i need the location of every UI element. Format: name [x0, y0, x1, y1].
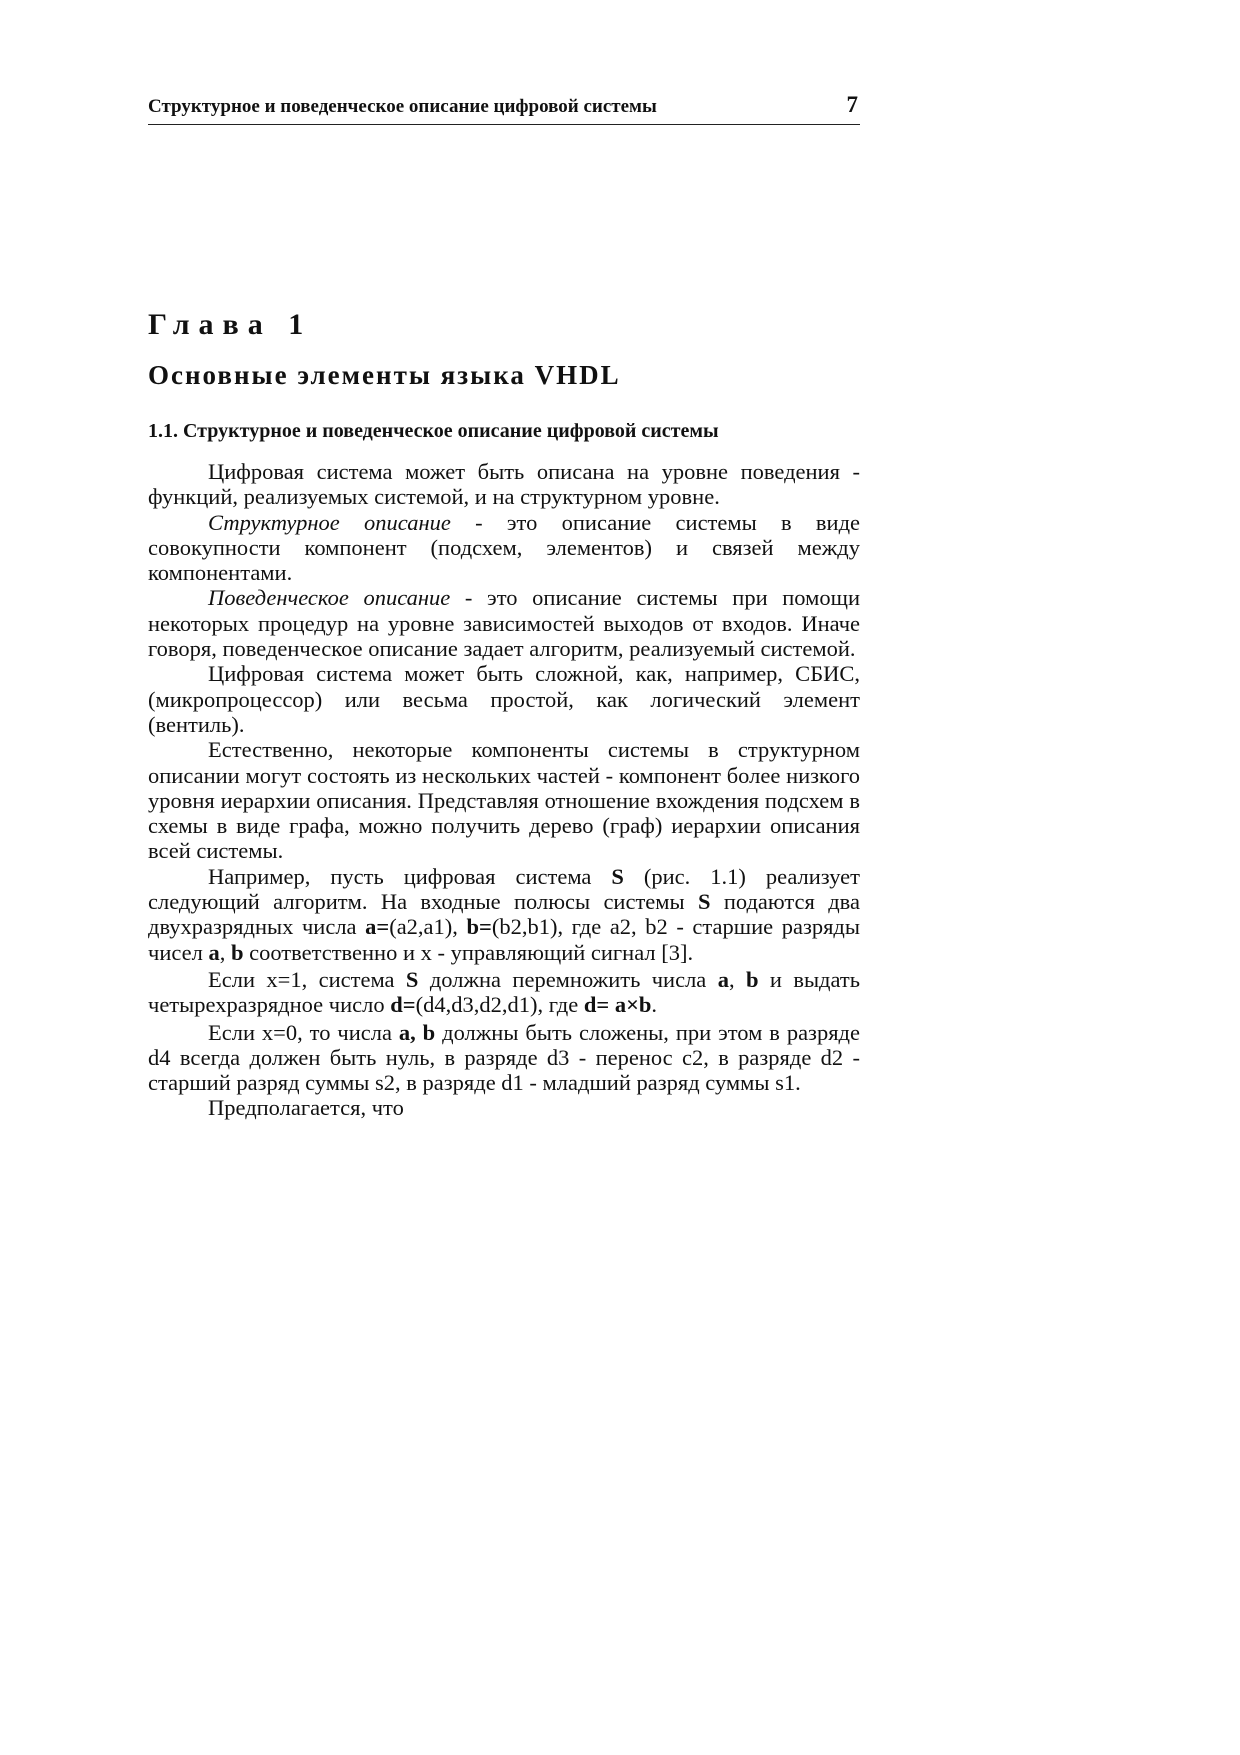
- body-text: [148, 459, 860, 1121]
- term-behavioral-description: Поведенческое описание: [208, 585, 451, 611]
- text-run: должны быть сложены, при этом в разряде d4 всегда должен быть нуль, в разряде d3 - перенос c2, в разряде d2 - старший разряд суммы s2, в разряде d1 - младший разряд суммы s1.: [148, 1019, 860, 1096]
- symbol-s: S: [697, 889, 711, 915]
- symbol-b: b=: [466, 914, 492, 940]
- chapter-title: Основные элементы языка VHDL: [148, 360, 621, 390]
- running-title: Структурное и поведенческое описание цифровой системы: [148, 96, 657, 117]
- text-run: Если x=0, то числа: [208, 1019, 399, 1045]
- paragraph-7: [148, 967, 860, 1018]
- paragraph-5: Естественно, некоторые компоненты системы в структурном описании могут состоять из нескольких частей - компонент более низкого уровня иерархии описания. Представляя отношение вхождения подсхем в схемы в виде графа, можно получить дерево (граф) иерархии описания всей системы.: [148, 737, 860, 864]
- text-run: (a2,a1),: [389, 914, 467, 940]
- symbol-s: S: [611, 863, 624, 889]
- paragraph-3: [148, 585, 860, 661]
- text-run: подаются два двухразрядных числа: [148, 889, 860, 940]
- text-run: (d4,d3,d2,d1), где: [415, 992, 584, 1018]
- paragraph-6: [148, 864, 860, 965]
- text-run: Например, пусть цифровая система: [208, 863, 612, 889]
- text-run: ,: [219, 939, 231, 965]
- text-run: и выдать четырехразрядное число: [148, 966, 861, 1018]
- paragraph-3-text: - это описание системы при помощи некоторых процедур на уровне зависимостей выходов от входов. Иначе говоря, поведенческое описание задает алгоритм, реализуемый системой.: [148, 585, 860, 662]
- symbol-b: b: [230, 939, 244, 965]
- formula-d: d= a×b: [583, 992, 652, 1018]
- paragraph-9: Предполагается, что: [208, 1095, 404, 1121]
- section-heading: 1.1. Структурное и поведенческое описание цифровой системы: [148, 420, 719, 442]
- text-run: Если x=1, система: [208, 966, 406, 992]
- symbol-d: d=: [390, 992, 416, 1018]
- symbol-a: a: [717, 966, 729, 992]
- paragraph-8: [148, 1020, 860, 1096]
- symbol-ab: a, b: [398, 1019, 436, 1045]
- text-run: соответственно и x - управляющий сигнал [3].: [243, 939, 694, 965]
- symbol-b: b: [745, 966, 759, 992]
- symbol-a: a=: [365, 914, 390, 940]
- text-run: (b2,b1), где a2, b2 - старшие разряды чисел: [148, 914, 860, 965]
- paragraph-1: Цифровая система может быть описана на уровне поведения - функций, реализуемых системой, и на структурном уровне.: [148, 459, 860, 510]
- text-run: должна перемножить числа: [418, 966, 718, 992]
- symbol-s: S: [405, 966, 419, 992]
- symbol-a: a: [208, 939, 220, 965]
- term-structural-description: Структурное описание: [208, 509, 451, 535]
- text-run: .: [651, 992, 658, 1018]
- text-run: (рис. 1.1) реализует следующий алгоритм. На входные полюсы системы: [148, 863, 860, 915]
- running-header: [148, 94, 860, 125]
- page-number: 7: [846, 92, 858, 117]
- paragraph-4: Цифровая система может быть сложной, как, например, СБИС, (микропроцессор) или весьма простой, как логический элемент (вентиль).: [148, 661, 860, 737]
- chapter-label: Глава 1: [148, 308, 313, 341]
- paragraph-2: [148, 510, 860, 586]
- text-run: ,: [728, 966, 746, 992]
- paragraph-2-text: - это описание системы в виде совокупности компонент (подсхем, элементов) и связей между компонентами.: [148, 509, 861, 586]
